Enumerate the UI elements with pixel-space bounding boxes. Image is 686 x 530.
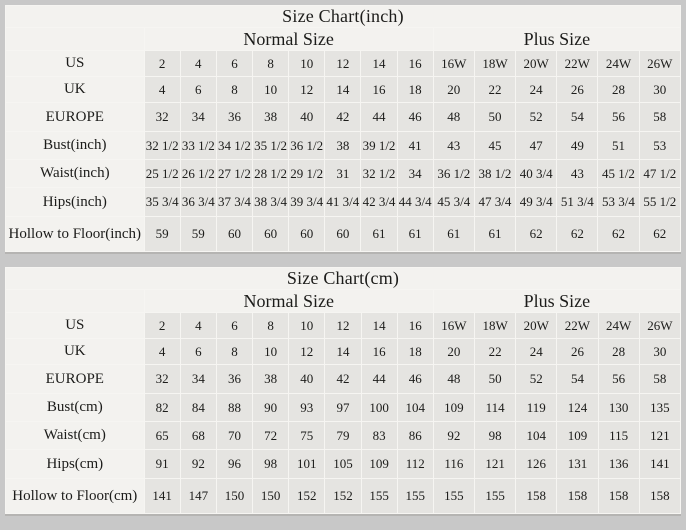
size-value-cell: 61 — [397, 217, 433, 252]
size-value-cell: 40 3/4 — [516, 160, 557, 188]
size-value-cell: 32 1/2 — [361, 160, 397, 188]
size-value-cell: 28 1/2 — [253, 160, 289, 188]
table-row — [6, 450, 681, 479]
size-value-cell: 158 — [639, 479, 680, 514]
size-value-cell: 141 — [144, 479, 180, 514]
size-value-cell: 24 — [516, 339, 557, 365]
size-value-cell: 104 — [516, 422, 557, 450]
size-value-cell: 152 — [289, 479, 325, 514]
size-value-cell: 14 — [325, 77, 361, 103]
table-row — [6, 339, 681, 365]
size-value-cell: 109 — [361, 450, 397, 479]
size-value-cell: 158 — [516, 479, 557, 514]
size-value-cell: 62 — [557, 217, 598, 252]
table-row — [6, 132, 681, 160]
size-value-cell: 8 — [216, 339, 252, 365]
size-value-cell: 158 — [598, 479, 639, 514]
corner-cell — [6, 290, 145, 313]
size-value-cell: 22 — [474, 77, 515, 103]
size-value-cell: 42 3/4 — [361, 188, 397, 217]
row-label: Bust(inch) — [6, 132, 145, 160]
size-value-cell: 104 — [397, 394, 433, 422]
size-value-cell: 38 — [253, 103, 289, 132]
size-value-cell: 24W — [598, 313, 639, 339]
size-value-cell: 12 — [289, 339, 325, 365]
size-value-cell: 60 — [253, 217, 289, 252]
column-group-row — [6, 28, 681, 51]
size-value-cell: 18 — [397, 77, 433, 103]
size-value-cell: 65 — [144, 422, 180, 450]
size-value-cell: 35 1/2 — [253, 132, 289, 160]
size-value-cell: 18 — [397, 339, 433, 365]
size-value-cell: 39 1/2 — [361, 132, 397, 160]
size-value-cell: 49 3/4 — [516, 188, 557, 217]
size-value-cell: 119 — [516, 394, 557, 422]
size-value-cell: 52 — [516, 103, 557, 132]
table-title-row — [6, 268, 681, 290]
size-value-cell: 10 — [253, 77, 289, 103]
size-value-cell: 34 — [180, 365, 216, 394]
row-label: Hips(cm) — [6, 450, 145, 479]
size-value-cell: 33 1/2 — [180, 132, 216, 160]
column-group-normal-size: Normal Size — [144, 290, 433, 313]
row-label: Bust(cm) — [6, 394, 145, 422]
table-row — [6, 160, 681, 188]
size-value-cell: 131 — [557, 450, 598, 479]
size-value-cell: 62 — [639, 217, 680, 252]
size-value-cell: 36 1/2 — [433, 160, 474, 188]
size-value-cell: 22W — [557, 51, 598, 77]
size-value-cell: 84 — [180, 394, 216, 422]
size-value-cell: 59 — [180, 217, 216, 252]
size-value-cell: 47 — [516, 132, 557, 160]
size-value-cell: 44 — [361, 103, 397, 132]
size-value-cell: 4 — [180, 313, 216, 339]
table-row — [6, 365, 681, 394]
size-value-cell: 86 — [397, 422, 433, 450]
size-value-cell: 150 — [216, 479, 252, 514]
size-value-cell: 88 — [216, 394, 252, 422]
size-value-cell: 32 — [144, 365, 180, 394]
size-value-cell: 4 — [144, 339, 180, 365]
size-value-cell: 92 — [433, 422, 474, 450]
size-value-cell: 12 — [325, 51, 361, 77]
size-value-cell: 109 — [433, 394, 474, 422]
size-value-cell: 20 — [433, 339, 474, 365]
size-value-cell: 36 3/4 — [180, 188, 216, 217]
size-value-cell: 53 3/4 — [598, 188, 639, 217]
size-value-cell: 147 — [180, 479, 216, 514]
size-value-cell: 82 — [144, 394, 180, 422]
size-value-cell: 96 — [216, 450, 252, 479]
size-value-cell: 90 — [253, 394, 289, 422]
size-value-cell: 121 — [639, 422, 680, 450]
size-value-cell: 10 — [253, 339, 289, 365]
size-value-cell: 50 — [475, 365, 516, 394]
size-value-cell: 8 — [216, 77, 252, 103]
size-value-cell: 55 1/2 — [639, 188, 680, 217]
size-table-cm — [5, 267, 681, 514]
size-value-cell: 56 — [598, 365, 639, 394]
size-value-cell: 18W — [475, 313, 516, 339]
size-value-cell: 25 1/2 — [144, 160, 180, 188]
size-value-cell: 38 — [253, 365, 289, 394]
size-value-cell: 10 — [289, 51, 325, 77]
row-label: Hollow to Floor(inch) — [6, 217, 145, 252]
size-value-cell: 30 — [639, 339, 680, 365]
size-value-cell: 30 — [639, 77, 680, 103]
size-value-cell: 22 — [475, 339, 516, 365]
size-value-cell: 44 3/4 — [397, 188, 433, 217]
size-value-cell: 126 — [516, 450, 557, 479]
size-value-cell: 112 — [397, 450, 433, 479]
size-value-cell: 40 — [289, 103, 325, 132]
size-value-cell: 152 — [325, 479, 361, 514]
table-title-row — [6, 6, 681, 28]
size-value-cell: 26W — [639, 313, 680, 339]
size-value-cell: 54 — [557, 103, 598, 132]
table-row — [6, 217, 681, 252]
size-value-cell: 26 1/2 — [180, 160, 216, 188]
table-row — [6, 422, 681, 450]
size-value-cell: 27 1/2 — [216, 160, 252, 188]
size-value-cell: 22W — [557, 313, 598, 339]
row-label: Hips(inch) — [6, 188, 145, 217]
size-value-cell: 91 — [144, 450, 180, 479]
size-value-cell: 52 — [516, 365, 557, 394]
size-value-cell: 116 — [433, 450, 474, 479]
column-group-plus-size: Plus Size — [433, 28, 680, 51]
size-value-cell: 51 3/4 — [557, 188, 598, 217]
size-value-cell: 121 — [475, 450, 516, 479]
size-value-cell: 45 1/2 — [598, 160, 639, 188]
size-value-cell: 46 — [397, 365, 433, 394]
size-value-cell: 8 — [253, 313, 289, 339]
size-value-cell: 51 — [598, 132, 639, 160]
size-value-cell: 130 — [598, 394, 639, 422]
size-value-cell: 12 — [289, 77, 325, 103]
size-value-cell: 155 — [397, 479, 433, 514]
size-value-cell: 155 — [361, 479, 397, 514]
size-value-cell: 38 3/4 — [253, 188, 289, 217]
size-value-cell: 41 — [397, 132, 433, 160]
size-value-cell: 20W — [516, 51, 557, 77]
size-value-cell: 70 — [216, 422, 252, 450]
table-title: Size Chart(cm) — [6, 268, 681, 290]
size-value-cell: 36 — [216, 365, 252, 394]
size-value-cell: 105 — [325, 450, 361, 479]
size-value-cell: 37 3/4 — [216, 188, 252, 217]
size-value-cell: 26 — [557, 339, 598, 365]
size-value-cell: 49 — [557, 132, 598, 160]
size-value-cell: 4 — [144, 77, 180, 103]
size-value-cell: 158 — [557, 479, 598, 514]
size-value-cell: 61 — [474, 217, 515, 252]
size-value-cell: 61 — [361, 217, 397, 252]
size-value-cell: 34 — [180, 103, 216, 132]
table-row — [6, 51, 681, 77]
size-value-cell: 92 — [180, 450, 216, 479]
size-value-cell: 6 — [216, 313, 252, 339]
size-value-cell: 28 — [598, 77, 639, 103]
size-value-cell: 35 3/4 — [144, 188, 180, 217]
size-value-cell: 20 — [433, 77, 474, 103]
size-value-cell: 32 1/2 — [144, 132, 180, 160]
size-value-cell: 60 — [216, 217, 252, 252]
size-value-cell: 20W — [516, 313, 557, 339]
table-row — [6, 188, 681, 217]
size-value-cell: 34 1/2 — [216, 132, 252, 160]
size-value-cell: 56 — [598, 103, 639, 132]
size-value-cell: 43 — [433, 132, 474, 160]
size-value-cell: 115 — [598, 422, 639, 450]
size-value-cell: 44 — [361, 365, 397, 394]
size-value-cell: 54 — [557, 365, 598, 394]
table-row — [6, 394, 681, 422]
size-value-cell: 42 — [325, 365, 361, 394]
size-value-cell: 98 — [253, 450, 289, 479]
size-value-cell: 36 — [216, 103, 252, 132]
size-table-inch — [5, 5, 681, 252]
size-value-cell: 79 — [325, 422, 361, 450]
row-label: EUROPE — [6, 365, 145, 394]
size-value-cell: 109 — [557, 422, 598, 450]
size-value-cell: 47 3/4 — [474, 188, 515, 217]
size-value-cell: 41 3/4 — [325, 188, 361, 217]
size-value-cell: 155 — [475, 479, 516, 514]
size-value-cell: 48 — [433, 365, 474, 394]
table-row — [6, 103, 681, 132]
size-value-cell: 42 — [325, 103, 361, 132]
size-value-cell: 6 — [180, 339, 216, 365]
size-value-cell: 6 — [180, 77, 216, 103]
size-value-cell: 62 — [598, 217, 639, 252]
size-value-cell: 141 — [639, 450, 680, 479]
size-value-cell: 40 — [289, 365, 325, 394]
size-value-cell: 16W — [433, 51, 474, 77]
row-label: EUROPE — [6, 103, 145, 132]
size-value-cell: 18W — [474, 51, 515, 77]
size-value-cell: 43 — [557, 160, 598, 188]
size-value-cell: 38 — [325, 132, 361, 160]
size-value-cell: 53 — [639, 132, 680, 160]
size-value-cell: 2 — [144, 51, 180, 77]
row-label: UK — [6, 339, 145, 365]
row-label: Hollow to Floor(cm) — [6, 479, 145, 514]
size-value-cell: 75 — [289, 422, 325, 450]
size-value-cell: 14 — [361, 51, 397, 77]
size-value-cell: 4 — [180, 51, 216, 77]
size-value-cell: 97 — [325, 394, 361, 422]
size-value-cell: 150 — [253, 479, 289, 514]
size-value-cell: 16 — [397, 51, 433, 77]
row-label: UK — [6, 77, 145, 103]
size-value-cell: 83 — [361, 422, 397, 450]
size-value-cell: 32 — [144, 103, 180, 132]
size-value-cell: 72 — [253, 422, 289, 450]
size-value-cell: 58 — [639, 103, 680, 132]
size-value-cell: 2 — [144, 313, 180, 339]
size-value-cell: 100 — [361, 394, 397, 422]
size-value-cell: 135 — [639, 394, 680, 422]
size-value-cell: 6 — [216, 51, 252, 77]
size-value-cell: 36 1/2 — [289, 132, 325, 160]
size-value-cell: 46 — [397, 103, 433, 132]
size-value-cell: 24W — [598, 51, 639, 77]
size-value-cell: 10 — [289, 313, 325, 339]
size-value-cell: 93 — [289, 394, 325, 422]
row-label: Waist(cm) — [6, 422, 145, 450]
column-group-plus-size: Plus Size — [433, 290, 680, 313]
size-value-cell: 48 — [433, 103, 474, 132]
size-value-cell: 16 — [361, 77, 397, 103]
table-row — [6, 479, 681, 514]
size-value-cell: 47 1/2 — [639, 160, 680, 188]
size-value-cell: 38 1/2 — [474, 160, 515, 188]
row-label: US — [6, 313, 145, 339]
size-value-cell: 124 — [557, 394, 598, 422]
size-value-cell: 28 — [598, 339, 639, 365]
size-value-cell: 60 — [289, 217, 325, 252]
size-value-cell: 136 — [598, 450, 639, 479]
column-group-normal-size: Normal Size — [144, 28, 433, 51]
size-value-cell: 16 — [397, 313, 433, 339]
size-value-cell: 59 — [144, 217, 180, 252]
size-value-cell: 45 3/4 — [433, 188, 474, 217]
size-value-cell: 101 — [289, 450, 325, 479]
size-value-cell: 68 — [180, 422, 216, 450]
corner-cell — [6, 28, 145, 51]
size-value-cell: 50 — [474, 103, 515, 132]
size-value-cell: 58 — [639, 365, 680, 394]
size-value-cell: 24 — [516, 77, 557, 103]
table-row — [6, 313, 681, 339]
table-row — [6, 77, 681, 103]
size-value-cell: 62 — [516, 217, 557, 252]
size-value-cell: 31 — [325, 160, 361, 188]
size-value-cell: 39 3/4 — [289, 188, 325, 217]
size-value-cell: 114 — [475, 394, 516, 422]
column-group-row — [6, 290, 681, 313]
size-value-cell: 155 — [433, 479, 474, 514]
row-label: Waist(inch) — [6, 160, 145, 188]
row-label: US — [6, 51, 145, 77]
size-value-cell: 45 — [474, 132, 515, 160]
size-value-cell: 26 — [557, 77, 598, 103]
size-value-cell: 16 — [361, 339, 397, 365]
size-value-cell: 16W — [433, 313, 474, 339]
size-value-cell: 26W — [639, 51, 680, 77]
size-value-cell: 12 — [325, 313, 361, 339]
size-value-cell: 8 — [253, 51, 289, 77]
size-value-cell: 98 — [475, 422, 516, 450]
size-value-cell: 61 — [433, 217, 474, 252]
size-value-cell: 29 1/2 — [289, 160, 325, 188]
size-value-cell: 34 — [397, 160, 433, 188]
size-value-cell: 14 — [361, 313, 397, 339]
size-value-cell: 14 — [325, 339, 361, 365]
size-value-cell: 60 — [325, 217, 361, 252]
table-title: Size Chart(inch) — [6, 6, 681, 28]
